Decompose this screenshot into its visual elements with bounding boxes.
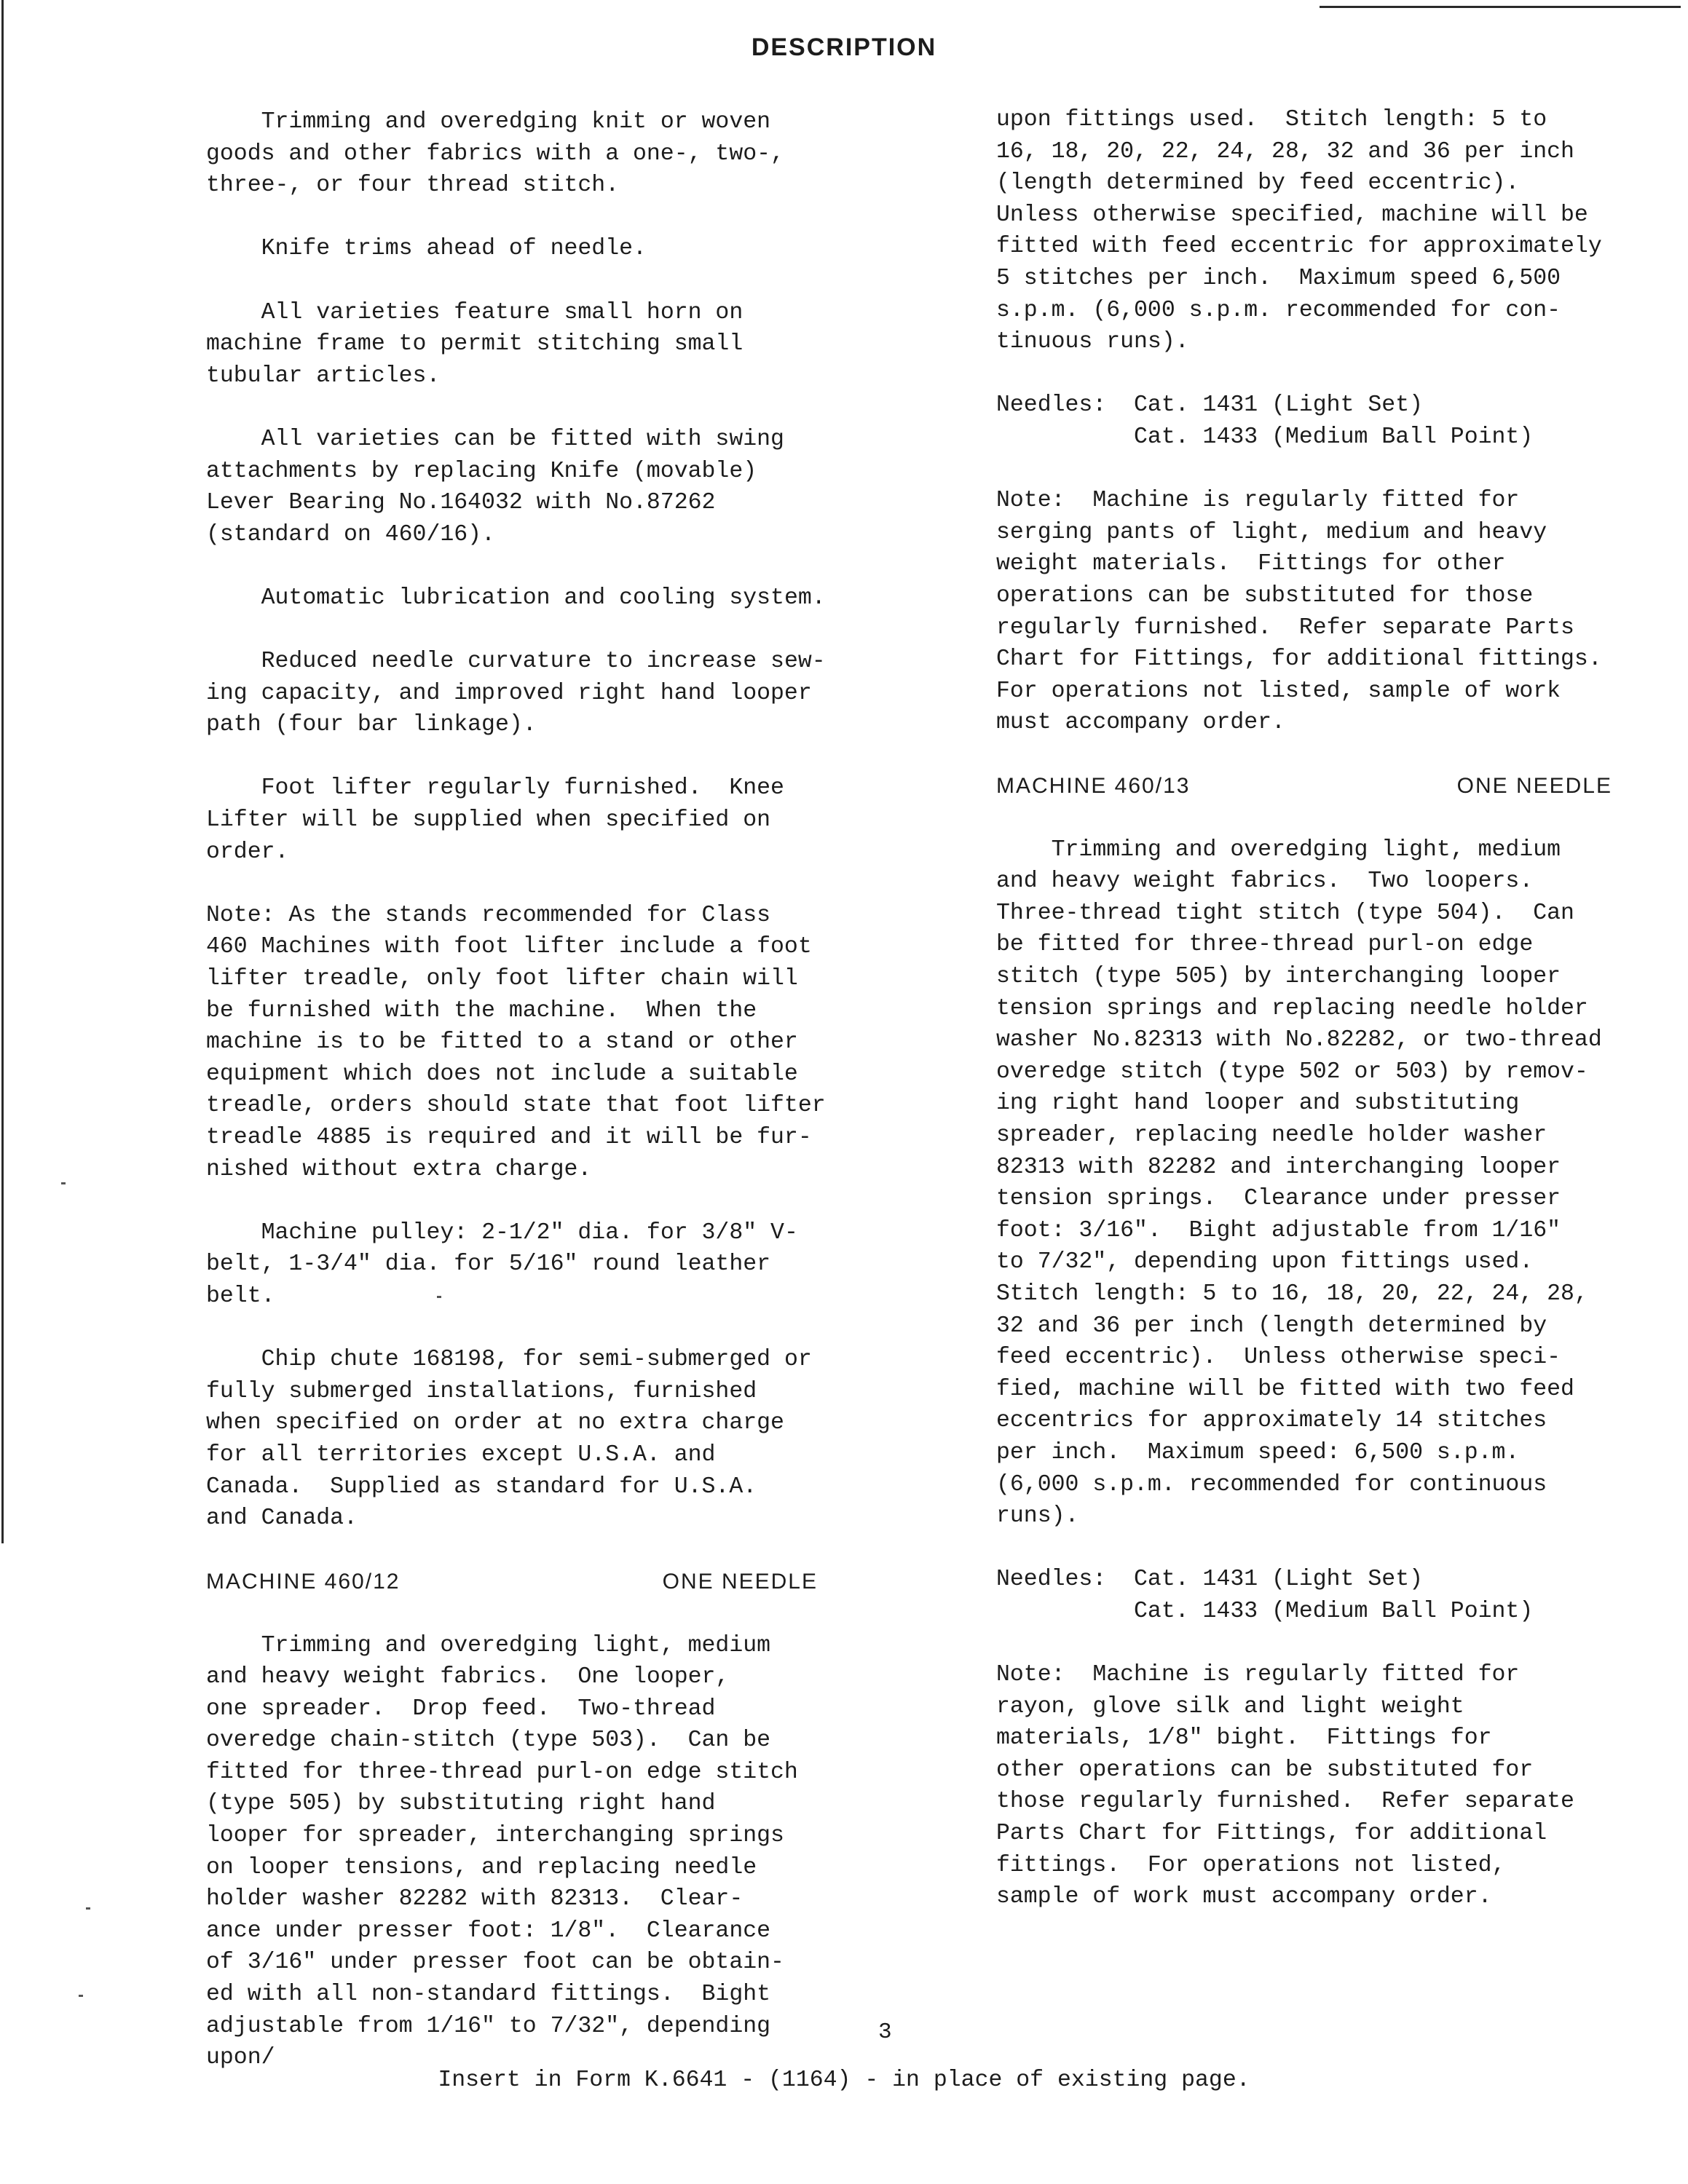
needles-460-13: Needles: Cat. 1431 (Light Set) Cat. 1433 (Medium Ball Point)	[996, 1567, 1534, 1624]
note-460-13: Note: Machine is regularly fitted for rayon, glove silk and light weight materials, 1/8" bight. Fittings for other operations can be substituted for those regularly furnished. Refer separate Parts Chart for Fittings, for additional fittings. For operations not listed, sample of work must accompany order.	[996, 1662, 1574, 1910]
intro-paragraph: Chip chute 168198, for semi-submerged or fully submerged installations, furnished when specified on order at no extra charge for all territories except U.S.A. and Canada. Supplied as standard for U.S.A. and Canada.	[206, 1347, 812, 1532]
stand-note: Note: As the stands recommended for Class 460 Machines with foot lifter include a foot lifter treadle, only foot lifter chain will be furnished with the machine. When the machine is to be fitted to a stand or other equipment which does not include a suitable treadle, orders should state that foot lifter treadle 4885 is required and it will be fur- nished without extra charge.	[206, 902, 826, 1182]
machine-460-12-continuation: upon fittings used. Stitch length: 5 to 16, 18, 20, 22, 24, 28, 32 and 36 per inch (length determined by feed eccentric). Unless otherwise specified, machine will be fitted with feed eccentric for approximately 5 stitches per inch. Maximum speed 6,500 s.p.m. (6,000 s.p.m. recommended for con- tinuous runs).	[996, 107, 1602, 355]
left-rule	[1, 0, 4, 1543]
machine-460-13-heading	[996, 770, 1612, 802]
intro-paragraph: Reduced needle curvature to increase sew- ing capacity, and improved right hand looper path (four bar linkage).	[206, 649, 826, 738]
page-title: DESCRIPTION	[751, 33, 937, 61]
left-column	[206, 106, 861, 2074]
intro-paragraph: Trimming and overedging knit or woven goods and other fabrics with a one-, two-, three-, or four thread stitch.	[206, 109, 784, 199]
machine-model: MACHINE 460/13	[996, 774, 1191, 799]
scan-speck	[437, 1296, 441, 1298]
page-number: 3	[878, 2019, 892, 2045]
machine-model: MACHINE 460/12	[206, 1570, 401, 1594]
intro-paragraph: All varieties can be fitted with swing attachments by replacing Knife (movable) Lever Bearing No.164032 with No.87262 (standard on 460/16).	[206, 426, 784, 547]
intro-paragraph: Machine pulley: 2-1/2" dia. for 3/8" V- belt, 1-3/4" dia. for 5/16" round leather belt.	[206, 1219, 798, 1309]
top-rule	[1320, 6, 1681, 8]
intro-paragraph: Foot lifter regularly furnished. Knee Lifter will be supplied when specified on order.	[206, 775, 784, 865]
needles-460-12: Needles: Cat. 1431 (Light Set) Cat. 1433 (Medium Ball Point)	[996, 392, 1534, 450]
note-460-12: Note: Machine is regularly fitted for serging pants of light, medium and heavy weight materials. Fittings for other operations can be substituted for those regularly furnished. Refer separate Parts Chart for Fittings, for additional fittings. For operations not listed, sample of work must accompany order.	[996, 488, 1602, 736]
footer-insert-note: Insert in Form K.6641 - (1164) - in place of existing page.	[438, 2068, 1250, 2093]
scan-speck	[79, 1995, 83, 1997]
scan-speck	[61, 1182, 66, 1184]
intro-paragraph: All varieties feature small horn on machine frame to permit stitching small tubular articles.	[206, 299, 744, 389]
intro-paragraph: Knife trims ahead of needle.	[206, 236, 647, 262]
needle-count: ONE NEEDLE	[662, 1570, 818, 1594]
machine-460-12-body: Trimming and overedging light, medium and heavy weight fabrics. One looper, one spreader. Drop feed. Two-thread overedge chain-stitch (type 503). Can be fitted for three-thread purl-on edge stitch (type 505) by substituting right hand looper for spreader, interchanging springs on looper tensions, and replacing needle holder washer 82282 with 82313. Clear- ance under presser foot: 1/8". Clearance of 3/16" under presser foot can be obtain- ed with all non-standard fittings. Bight adjustable from 1/16" to 7/32", depending upon/	[206, 1632, 798, 2071]
machine-460-12-heading	[206, 1566, 818, 1598]
needle-count: ONE NEEDLE	[1456, 774, 1612, 799]
scan-speck	[86, 1907, 90, 1910]
intro-paragraph: Automatic lubrication and cooling system.	[206, 585, 826, 611]
right-column	[996, 104, 1666, 1913]
machine-460-13-body: Trimming and overedging light, medium and heavy weight fabrics. Two loopers. Three-thread tight stitch (type 504). Can be fitted for three-thread purl-on edge stitch (type 505) by interchanging looper tension springs and replacing needle holder washer No.82313 with No.82282, or two-thread overedge stitch (type 502 or 503) by remov- ing right hand looper and substituting spreader, replacing needle holder washer 82313 with 82282 and interchanging looper tension springs. Clearance under presser foot: 3/16". Bight adjustable from 1/16" to 7/32", depending upon fittings used. Stitch length: 5 to 16, 18, 20, 22, 24, 28, 32 and 36 per inch (length determined by feed eccentric). Unless otherwise speci- fied, machine will be fitted with two feed eccentrics for approximately 14 stitches per inch. Maximum speed: 6,500 s.p.m. (6,000 s.p.m. recommended for continuous runs).	[996, 836, 1602, 1530]
